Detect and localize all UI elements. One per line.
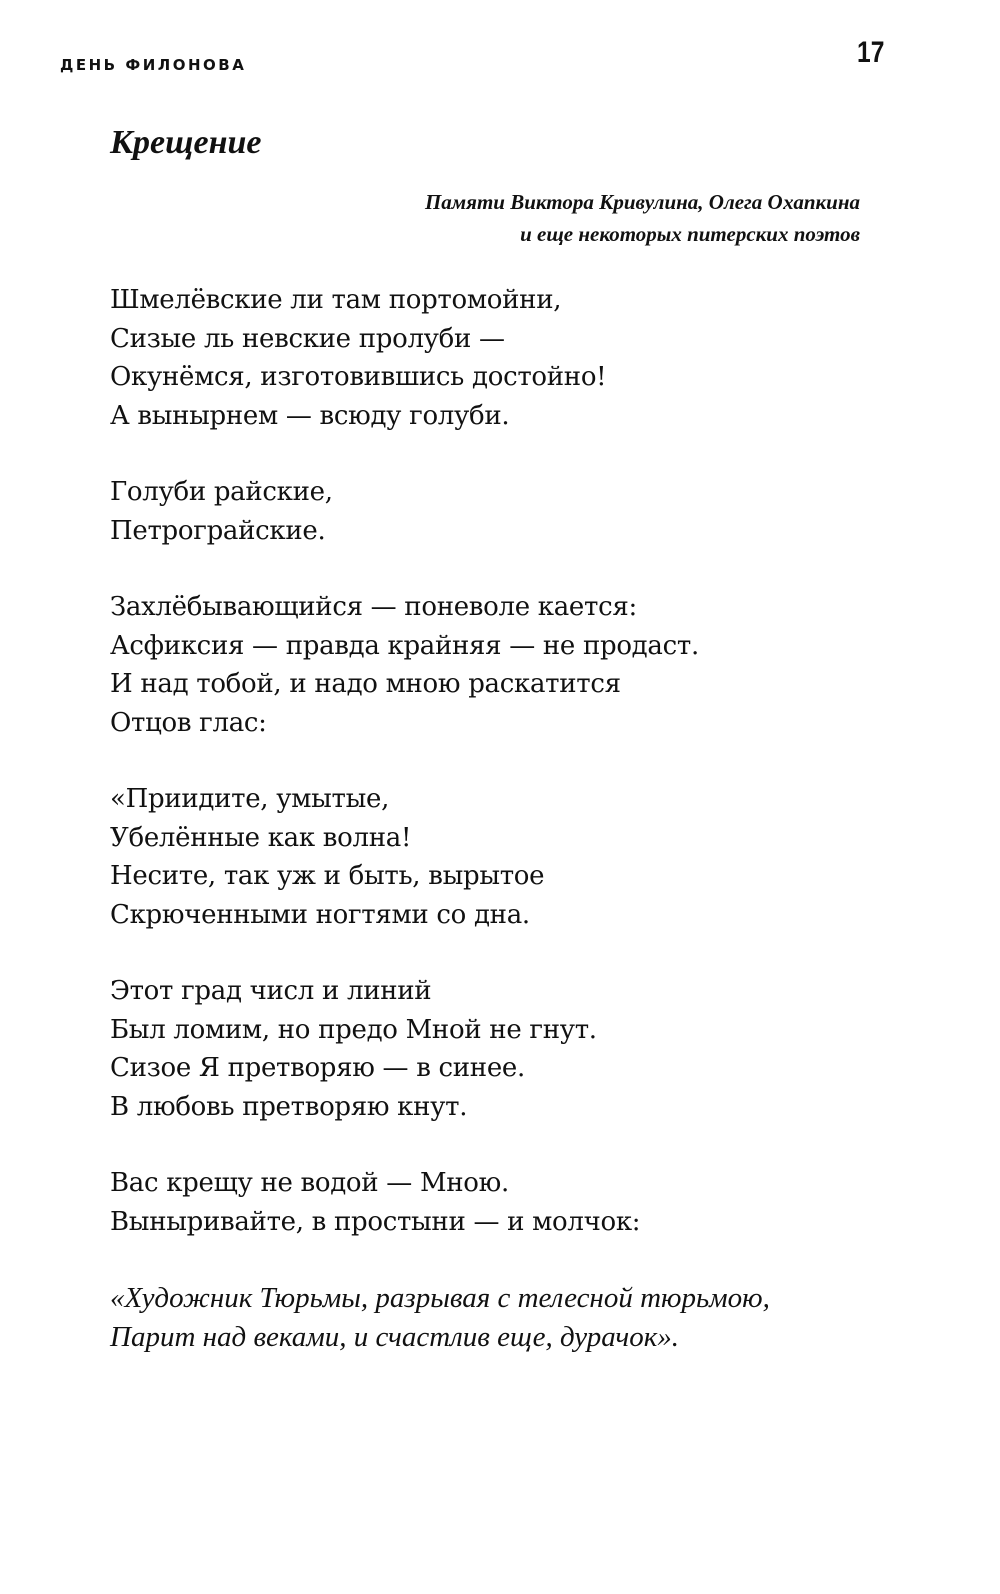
verse-line: И над тобой, и надо мною раскатится xyxy=(110,669,621,699)
stanza-italic xyxy=(110,1279,910,1356)
verse-line: А вынырнем — всюду голуби. xyxy=(110,400,510,431)
stanza xyxy=(110,473,910,550)
verse-line: Сизые ль невские пролуби — xyxy=(110,323,505,354)
poem-title: Крещение xyxy=(110,124,262,161)
verse-line: Сизое Я претворяю — в синее. xyxy=(110,1053,525,1083)
verse-line: Петрограйские. xyxy=(110,515,326,546)
verse-line: Скрюченными ногтями со дна. xyxy=(110,899,530,930)
stanza xyxy=(110,972,910,1126)
running-title: ДЕНЬ ФИЛОНОВА xyxy=(60,56,247,74)
verse-line: Шмелёвские ли там портомойни, xyxy=(110,285,562,315)
dedication-line: Памяти Виктора Кривулина, Олега Охапкина xyxy=(424,190,860,214)
verse-line: Голуби райские, xyxy=(110,477,333,507)
verse-line: Захлёбывающийся — поневоле кается: xyxy=(110,592,637,622)
page-number: 17 xyxy=(856,36,884,69)
verse-line: «Художник Тюрьмы, разрывая с телесной тюрьмою, xyxy=(110,1282,770,1314)
stanza xyxy=(110,588,910,742)
verse-line: Парит над веками, и счастлив еще, дурачок». xyxy=(110,1320,680,1353)
stanza xyxy=(110,281,910,435)
verse-line: Убелённые как волна! xyxy=(110,822,412,853)
stanza xyxy=(110,780,910,934)
verse-line: Окунёмся, изготовившись достойно! xyxy=(110,362,607,392)
dedication xyxy=(425,186,860,250)
verse-line: Асфиксия — правда крайняя — не продаст. xyxy=(110,630,699,661)
verse-line: Этот град числ и линий xyxy=(110,976,432,1006)
dedication-line: и еще некоторых питерских поэтов xyxy=(520,222,860,246)
verse-line: «Приидите, умытые, xyxy=(110,784,390,814)
verse-line: Несите, так уж и быть, вырытое xyxy=(110,861,545,891)
verse-line: В любовь претворяю кнут. xyxy=(110,1091,468,1122)
poem-body xyxy=(110,281,910,1394)
verse-line: Был ломим, но предо Мной не гнут. xyxy=(110,1014,597,1045)
stanza xyxy=(110,1164,910,1241)
verse-line: Вас крещу не водой — Мною. xyxy=(110,1168,509,1198)
verse-line: Выныривайте, в простыни — и молчок: xyxy=(110,1206,641,1237)
verse-line: Отцов глас: xyxy=(110,707,267,738)
